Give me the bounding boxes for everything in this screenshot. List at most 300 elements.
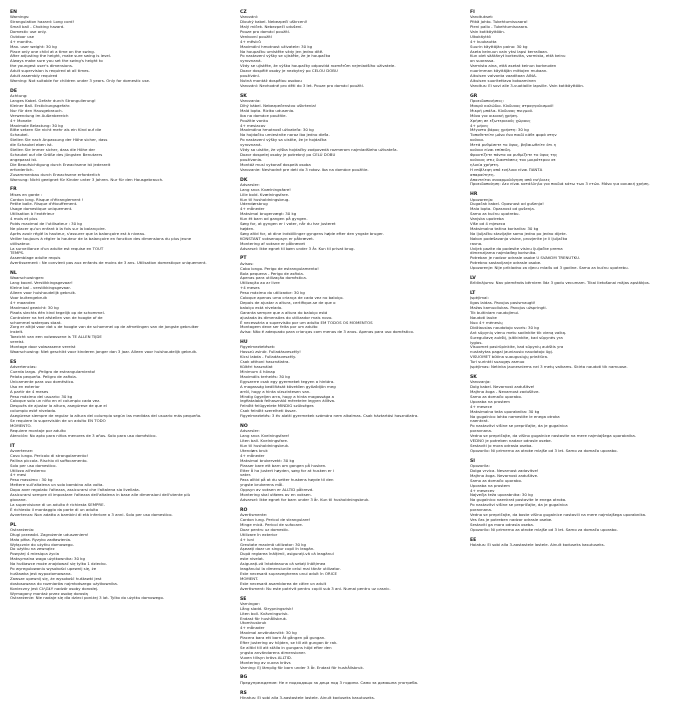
warning-line: Hoiatus: Ei sobi alla 3-aastastele lastele. Ainult koduseks kasutuseks. (470, 541, 605, 547)
language-code: NL (10, 271, 17, 277)
language-code: RS (240, 690, 247, 696)
language-section (240, 597, 460, 671)
warning-line: Maximal användarvikt: 30 kg (240, 630, 297, 636)
warning-line: Montering av vuxna krävs (240, 659, 291, 665)
warning-line: Nakon podešavanja visine, provjerite je li ljuljačka (470, 235, 568, 241)
language-code: RO (240, 507, 248, 513)
warning-line: Adult supervision is required at all times. (10, 68, 90, 74)
warning-line: højden. (240, 225, 255, 231)
warning-line: Se requiere la supervisión de un adulto EN TODO (10, 418, 106, 424)
warning-line: Adult assembly required (10, 73, 58, 79)
warning-line: Nutná montáž dospělou osobou (240, 77, 302, 83)
language-section (240, 424, 460, 503)
warning-line: Visuomet pasirūpinkite, kad sūpynių aukštis yra (470, 344, 564, 350)
warning-line: Greutate maximă utilizator: 30 kg (240, 541, 306, 547)
warning-line: Mažas kamuoliukas. Pavojus užspringti. (470, 305, 547, 311)
language-section (240, 691, 460, 701)
warning-line: VISUOMET būtina suaugusiųjų priežiūra. (470, 354, 549, 360)
warning-line: 4+ mesecev (470, 487, 495, 493)
warning-line: Varovanja: (470, 379, 491, 385)
warning-line: Advarsler: (240, 181, 260, 187)
warning-line: Warnung: Nicht geeignet für Kinder unter 3 Jahren. Nur für den Hausgebrauch. (10, 176, 164, 182)
warning-line: Varování: Nevhodné pro děti do 3 let. Pouze pro domácí použití. (240, 82, 365, 88)
warning-line: Μακρύ καλώδιο. Κίνδυνος στραγγαλισμού! (470, 102, 554, 108)
warning-line: Avvertenza: Non adatto a bambini di età inferiore a 3 anni. Solo per uso domestico. (10, 511, 173, 517)
warning-line: Lang koord. Verstikkingsgevaar! (10, 280, 73, 286)
warning-line: Assemblage adulte requis (10, 255, 61, 261)
warning-line: κούνια. (470, 137, 485, 143)
warning-line: Verwendung im Außenbereich (10, 112, 69, 118)
language-code: SE (240, 596, 247, 602)
warning-line: Sørg altid for, at dine indstillinger gyngens højde efter den yngste bruger. (240, 230, 384, 236)
warning-line: Pitkä johto. Tukehtumisvaara! (470, 19, 528, 25)
language-section (240, 340, 460, 419)
language-code: PT (240, 256, 247, 262)
language-section (470, 459, 690, 533)
warning-line: Na ljuljačku stavljajte samo jedno po jedno dijete. (470, 230, 567, 236)
warning-line: Schaukel. (10, 132, 29, 138)
warning-line: Samo za domačo uporabo. (470, 477, 523, 483)
warning-line: Naudoti lauke (470, 315, 497, 321)
language-section (470, 276, 690, 286)
warning-line: MOMENT. (240, 575, 259, 581)
warning-line: Maximálna hmotnosť užívateľa: 30 kg (240, 127, 314, 133)
language-code: SK (470, 375, 477, 381)
language-section (240, 178, 460, 252)
warning-line: κούνια είναι επίπεδη. (470, 147, 512, 153)
warning-line: Place only one child at a time on the swing. (10, 48, 95, 54)
warning-line: Lille bold. Kvælningsfare. (240, 191, 290, 197)
warning-line: Kültéri használat (240, 364, 273, 370)
warning-line: nustatytas pagal jauniausio naudotojo ūgį. (470, 349, 553, 355)
warning-line: Malý míček. Nebezpečí udušení. (240, 24, 303, 30)
warning-line: Efter justering av höjden, se till att gungan är rak. (240, 640, 338, 646)
warning-line: poravnana. (470, 428, 493, 434)
warning-line: Varoitus: Ei sovi alle 3-vuotiaille lapsille. Vain kotikäyttöön. (470, 82, 585, 88)
warning-line: Figyelmeztetések: (240, 344, 276, 350)
warning-line: Χρήση σε εξωτερικούς χώρους (470, 117, 531, 123)
warning-line: Dolg kabel. Nevarnost zadušitve! (470, 384, 535, 390)
warning-line: Cuerda larga. ¡Peligro de estrangulamiento! (10, 369, 96, 375)
warning-line: Brīdinājums: Nav piemērots bērniem līdz 3 gadu vecumam. Tikai lietošanai mājas apstākļos. (470, 280, 650, 286)
warning-line: Ilgas laidas. Pavojus pasismaugti! (470, 300, 536, 306)
warning-line: baloiço está nivelado. (240, 304, 283, 310)
warning-line: Samo za domačo uporabo. (470, 393, 523, 399)
warning-line: 4+ måneder (240, 206, 265, 212)
warning-line: Cabo longo. Perigo de estrangulamento! (240, 265, 319, 271)
warning-line: Dopo aver regolato l'altezza, assicurarsi che l'altalena sia livellata. (10, 487, 140, 493)
warning-line: Mindig ügyeljen arra, hogy a hinta magassága a (240, 393, 334, 399)
warning-line: používania. (240, 156, 263, 162)
warning-line: Avertissement : Ne convient pas aux enfants de moins de 3 ans. Utilisation domestique uniquement. (10, 260, 207, 266)
warning-line: Majhna žoga. Nevarnost zadušitve. (470, 472, 539, 478)
warning-line: Kleine bal - verstikkingsgevaar. (10, 285, 71, 291)
warning-line: Pelota pequeña. Peligro de asfixia. (10, 373, 78, 379)
warning-line: Vedno se prepričajte, da višino gugalnice nastavite na mere najmlajšega uporabnika. (470, 433, 636, 439)
warning-line: Peso massimo : 30 kg (10, 477, 53, 483)
warning-line: Hosszú zsinór. Fulladásveszély! (240, 349, 301, 355)
language-code: DE (10, 88, 17, 94)
warning-line: Felnőtt felügyelete MINDIG szükséges (240, 403, 314, 409)
warning-line: Liten ball. Kvelningsfare. (240, 438, 289, 444)
warning-line: È richiesto il montaggio da parte di un adulto (10, 506, 99, 512)
warning-line: Advarsel: Ikke egnet for barn under 3 år. Kun til husholdningsbruk. (240, 496, 370, 502)
warning-line: Cordon lung. Pericol de strangulare! (240, 516, 311, 522)
warning-line: erforderlich. (10, 166, 34, 172)
warning-line: Bitte setzen Sie nicht mehr als ein Kind auf die (10, 127, 102, 133)
warning-line: Alleen voor huishoudelijk gebruik. (10, 290, 77, 296)
warning-line: 4+ måneder (240, 452, 265, 458)
warning-line: Lang snor. Kvælningsfare! (240, 186, 291, 192)
warning-line: Maximális terhelés: 30 kg (240, 373, 290, 379)
warning-line: Aseta keinuun vain yksi lapsi kerrallaan. (470, 48, 549, 54)
warning-line: Maksimal brugervægt: 30 kg (240, 211, 297, 217)
language-code: LV (470, 276, 476, 282)
warning-line: Po nastavení výšky sa uistite, že je hojdačka (240, 137, 327, 143)
warning-line: Ne placer qu'un enfant à la fois sur la balançoire. (10, 225, 106, 231)
warning-line: Placera bara ett barn åt gången på gungan. (240, 635, 326, 641)
warning-line: Asigurați-vă întotdeauna că setați înălțimea (240, 561, 326, 567)
column (10, 10, 230, 692)
warning-line: +4 meses (240, 285, 260, 291)
warning-line: La supervisione di un adulto è richiesta SEMPRE. (10, 501, 105, 507)
warning-line: Liten boll. Kvävningsrisk. (240, 610, 289, 616)
language-code: IT (10, 443, 15, 449)
warning-line: poravnana. (470, 507, 493, 513)
warning-line: 4+ Monate (10, 117, 32, 123)
warning-line: Varningar: (240, 600, 260, 606)
warning-line: Lång sladd. Strypningsrisk! (240, 605, 294, 611)
warning-line: Depois de ajustar a altura, certifique-se de que o (240, 299, 336, 305)
language-code: FR (10, 187, 17, 193)
language-code: CZ (240, 10, 247, 15)
warning-line: Advarsel: Ikke egnet til børn under 3 år. Kun til privat brug. (240, 245, 355, 251)
warning-line: Langes Kabel. Gefahr durch Strangulierung! (10, 98, 96, 103)
warning-line: Μέγιστο βάρος χρήστη: 30 kg (470, 127, 529, 133)
warning-line: Csak otthoni használatra. (240, 359, 290, 365)
warning-line: Kleiner Ball. Erstickungsgefahr. (10, 102, 71, 108)
warning-line: Majhna žoga - Nevarnost zadušitve. (470, 389, 540, 395)
warning-line: Kicsi labda - Fulladásveszély. (240, 354, 296, 360)
warning-line: Utilizzo all'esterno (10, 467, 46, 473)
warning-line: Długi przewód. Zagrożenie uduszeniem! (10, 531, 89, 537)
warning-line: Controleer na het afstellen van de hoogte of de (10, 314, 103, 320)
warning-line: Nur für den Hausgebrauch. (10, 107, 63, 113)
warning-line: huśtawka jest wypoziomowana. (10, 570, 72, 576)
warning-line: Aviso: Não é adequado para crianças com menos de 3 anos. Apenas para uso doméstico. (240, 329, 415, 335)
warning-line: Avvertenze: (10, 447, 34, 453)
language-section (10, 523, 230, 602)
warning-line: Maksymalna waga użytkownika: 30 kg (10, 556, 85, 562)
warning-line: Tik buitiniam naudojimui. (470, 310, 520, 316)
warning-line: Schaukel auf die Größe des jüngsten Benutzers (10, 151, 103, 157)
warning-line: Avertismente: (240, 512, 268, 518)
warning-line: 4+ mesi (10, 472, 27, 478)
warning-line: Mises en garde : (10, 191, 43, 197)
warning-line: Assicurarsi sempre di impostare l'altezza dell'altalena in base alle dimensioni dell'utente più (10, 492, 191, 498)
language-section (10, 10, 230, 84)
language-section (10, 271, 230, 355)
warning-line: Cavo lungo. Pericolo di strangolamento! (10, 452, 89, 458)
warning-line: απαραίτητη. (470, 171, 495, 177)
warning-line: Dugačak kabel. Opasnost od gušenja! (470, 201, 544, 207)
warning-line: columpio esté nivelado. (10, 408, 57, 414)
warning-line: Die Beaufsichtigung durch Erwachsene ist jederzeit (10, 161, 111, 167)
warning-line: dostosowana do rozmiarów najmłodszego użytkownika. (10, 580, 119, 586)
warning-line: Предупреждение: Не е подходящо за деца под 3 години. Само за домашна употреба. (240, 679, 419, 685)
warning-line: Kun til husholdningsbrug. (240, 196, 290, 202)
language-section (240, 675, 460, 685)
warning-line: É necessária a supervisão por um adulto EM TODOS OS MOMENTOS (240, 319, 373, 325)
warning-line: Potreban je nadzor odrasle osobe U SVAKOM TRENUTKU. (470, 255, 581, 261)
warning-line: Ves čas je potreben nadzor odrasle osebe. (470, 516, 553, 522)
warning-line: Waarschuwing: Niet geschikt voor kinderen jonger dan 3 jaar. Alleen voor huishoudelijk gebruik. (10, 349, 198, 354)
warning-line: Usage domestique uniquement. (10, 206, 73, 212)
warning-line: Įspėjimas: Netinka jaunesniems nei 3 metų vaikams. Skirta naudoti tik namuose. (470, 364, 628, 370)
warning-line: Vždy sa uistite, že výška hojdačky zodpovedá rozmerom najmladšieho užívateľa. (240, 147, 398, 153)
warning-line: Μόνο για οικιακή χρήση. (470, 112, 519, 118)
warning-line: Plaats slechts één kind tegelijk op de schommel. (10, 309, 105, 315)
warning-line: Avisos: (240, 260, 254, 266)
warning-line: the youngest user's dimensions. (10, 63, 74, 69)
warning-line: Pieni pallo - Tukehtumisvaara. (470, 24, 529, 30)
language-code: BG (240, 675, 248, 681)
warning-line: Doar pentru uz domestic. (240, 526, 290, 532)
warning-line: Este necesară asamblarea de către un adult (240, 580, 327, 586)
warning-line: 4+ mesece (470, 403, 493, 409)
language-section (10, 187, 230, 266)
warning-line: Veiller toujours à régler la hauteur de la balançoire en fonction des dimensions du plus jeune (10, 235, 192, 241)
warning-line: Sureguliavę aukštį, įsitikinkite, kad sūpynės yra (470, 334, 563, 340)
warning-line: Ant sūpynių vienu metu sodinkite tik vieną vaiką. (470, 329, 567, 335)
warning-line: Maksimal brukervekt: 30 kg (240, 457, 295, 463)
warning-line: Aikuisen suoritettava kokoaminen (470, 77, 536, 83)
warning-line: Dozor dospelej osoby je potrebný po CELÚ DOBU (240, 151, 336, 157)
warning-line: Varoitukset: (470, 14, 494, 20)
warning-line: Este necesară supravegherea unui adult în ORICE (240, 570, 337, 576)
warning-line: Egyszerre csak egy gyermeket tegyen a hintára. (240, 378, 335, 384)
warning-line: Po wyregulowaniu wysokości upewnij się, że (10, 566, 97, 572)
warning-line: Iba na domáce použitie. (240, 112, 287, 118)
warning-line: Maximální hmotnost uživatele: 30 kg (240, 43, 313, 49)
warning-line: Voor buitengebruik (10, 295, 48, 301)
language-code: HR (470, 192, 478, 198)
warning-line: După reglarea înălțimii, asigurați-vă că leagănul (240, 551, 334, 557)
warning-line: Pouze pro domácí použití. (240, 28, 291, 34)
warning-line: Μικρή μπάλα- Κίνδυνος πνιγμού. (470, 107, 534, 113)
warning-line: Na houpačku umístěte vždy jen jedno dítě. (240, 48, 324, 54)
warning-line: ravna. (470, 240, 483, 246)
warning-line: Vždy se ujistěte, že výška houpačky odpovídá rozměrům nejmladšího uživatele. (240, 63, 396, 69)
warning-line: 4+ months. (10, 38, 33, 44)
warning-line: Endast för hushållsbruk. (240, 615, 288, 621)
warning-line: Dolga vrvica. Nevarnost zadavitve! (470, 467, 539, 473)
language-code: DK (240, 177, 248, 183)
warning-line: Vain kotikäyttöön. (470, 28, 506, 34)
warning-line: Warning: Not suitable for children under 3 years. Only for domestic use. (10, 77, 151, 83)
language-code: HU (240, 340, 248, 346)
warning-line: 4+ μήνες (470, 122, 489, 128)
warning-line: Na gugalnico lahko namestite le enega otroka (470, 413, 560, 419)
language-section (470, 538, 690, 548)
warning-line: Dozor dospělé osoby je nezbytný po CELOU DOBU (240, 68, 338, 74)
language-section (240, 10, 460, 89)
warning-line: Aikuisen valvonta vaaditaan AINA. (470, 73, 537, 79)
warning-line: Minimum 4 hónap (240, 369, 276, 375)
language-section (10, 444, 230, 518)
warning-line: After adjusting the height, make sure swing is level. (10, 53, 112, 59)
warning-line: Varmista aina, että asetat keinun korkeuden (470, 63, 557, 69)
warning-line: Plasser bare ett barn om gangen på husken. (240, 462, 327, 468)
warning-line: Stellen Sie nach Anpassung der Höhe sicher, dass (10, 137, 108, 143)
warning-line: Uso en exterior (10, 383, 40, 389)
warning-line: instelt. (10, 329, 24, 335)
language-section (10, 89, 230, 183)
warning-line: Malá lopta. Riziko udusenia. (240, 107, 295, 113)
warning-line: yngsta användarens dimensioner. (240, 649, 306, 655)
warning-line: TEMPS. (10, 250, 25, 256)
language-code: EE (470, 537, 477, 543)
warning-line: Outdoor use (10, 33, 35, 39)
warning-line: Poids maximal de l'utilisateur : 30 kg (10, 221, 83, 227)
warning-line: yngste brukerens mål. (240, 482, 284, 488)
warning-line: Max. user weight: 30 kg (10, 43, 57, 49)
warning-line: lygios. (470, 339, 483, 345)
warning-line: Više od 4 mjeseca (470, 221, 506, 227)
warning-line: Η επίβλεψη από ενήλικα είναι ΠΑΝΤΑ (470, 166, 543, 172)
warning-line: Varovanie: Nevhodné pre deti do 3 rokov. Iba na domáce použitie. (240, 166, 369, 172)
warning-line: Na huśtawce może znajdować się tylko 1 dziecko. (10, 561, 107, 567)
warning-line: Ostrzeżenia: (10, 526, 35, 532)
language-code: FI (470, 10, 475, 15)
warning-line: Așezați doar un singur copil în leagăn. (240, 546, 315, 552)
warning-line: Po nastavitvi višine se prepričajte, da je gugalnica (470, 423, 568, 429)
warning-line: Zusammenbau durch Erwachsene erforderlich (10, 171, 101, 177)
warning-line: vyrovnaná. (240, 142, 262, 148)
warning-line: arról, hogy a hinta vízszintesen van. (240, 388, 311, 394)
language-section (470, 192, 690, 271)
warning-line: κούνιας στις διαστάσεις του μικρότερου σε (470, 156, 556, 162)
warning-line: Mala lopta. Opasnost od gušenja. (470, 206, 535, 212)
warning-line: Stellen Sie immer sicher, dass die Höhe der (10, 147, 96, 153)
language-code: GR (470, 93, 478, 99)
language-section (470, 375, 690, 454)
warning-line: Opozorilo: Ni primerno za otroke mlajše od 3 let. Samo za domačo uporabo. (470, 526, 618, 532)
warning-line: Coloque solo un niño en el columpio cada vez. (10, 398, 101, 404)
warning-line: A magasság beállítását követően győződjön meg (240, 383, 336, 389)
warning-line: vereist. (10, 339, 25, 345)
column (470, 10, 690, 692)
warning-line: Suurin käyttäjän paino: 30 kg (470, 43, 528, 49)
warning-line: Maksimalna teža uporabnika: 30 kg (470, 408, 540, 414)
warning-line: Únicamente para uso doméstico. (10, 378, 75, 384)
warning-line: Vanjska upotreba (470, 216, 504, 222)
language-code: SI (470, 458, 476, 464)
warning-line: este nivelat. (240, 556, 265, 562)
warning-line: Utomhusbruk (240, 620, 267, 626)
warning-line: Ulkokäyttö (470, 33, 491, 39)
warning-line: Sestaviti ga mora odrasla oseba. (470, 521, 534, 527)
warning-line: Sestaviti jo mora odrasla oseba. (470, 443, 533, 448)
warning-line: Utilisation à l'extérieur (10, 211, 55, 217)
warning-line: Sørg for, at gyngen er i vater, når du har justeret (240, 221, 336, 227)
warning-line: 4+ mesiacov (240, 122, 266, 128)
warning-line: Etter å ha justert høyden, sørg for at husken er i (240, 467, 335, 473)
warning-line: Μετά ρυθμίσετε το ύψος, βεβαιωθείτε ότι η (470, 142, 557, 148)
warning-line: Τοποθετείτε μόνο ένα παιδί κάθε φορά στην (470, 132, 557, 138)
warning-line: Achtung: (10, 93, 28, 99)
warning-line: Utilização ao ar livre (240, 280, 280, 286)
warning-line: Figyelmeztetés: 3 év alatti gyermekek számára nem alkalmas. Csak háztartási használatra. (240, 413, 419, 419)
warning-line: Bola pequena - Perigo de asfixia. (240, 270, 305, 276)
language-code: EN (10, 10, 17, 15)
warning-line: Wyłącznie do użytku domowego. (10, 541, 74, 547)
warning-line: Después de ajustar la altura, asegúrese de que el (10, 403, 107, 409)
warning-line: Strangulation hazard: Long cord! (10, 19, 75, 25)
warning-line: Maximaal gewicht: 30 kg (10, 304, 59, 310)
warning-line: Do użytku na zewnątrz (10, 546, 55, 552)
warning-line: Nuo 4+ mėnesių (470, 319, 503, 325)
warning-line: Konieczny jest CIĄGŁY nadzór osoby dorosłej. (10, 585, 99, 591)
warning-line: schommel waterpas staat. (10, 319, 62, 325)
warning-line: Uporaba na prostem (470, 482, 510, 488)
warning-line: 4+ maanden (10, 299, 36, 305)
warning-line: Montage door volwassene vereist (10, 344, 76, 350)
warning-line: Vedno se prepričajte, da boste višino gugalnice nastavili na mere najmlajšega uporabnika. (470, 512, 647, 518)
warning-line: Coloque apenas uma criança de cada vez no baloiço. (240, 295, 344, 301)
warning-line: Petite balle. Risque d'étouffement. (10, 201, 78, 207)
warning-line: Opozorilo: Ni primerno za otroke mlajše od 3 let. Samo za domačo uporabo. (470, 447, 618, 453)
language-section (470, 94, 690, 188)
warning-line: Utendørs bruk (240, 447, 268, 453)
warning-line: Pass alltid på at du setter huskens høyde til den (240, 477, 334, 483)
warning-line: Advarsler: (240, 428, 260, 434)
warning-line: 4+ kuukautta (470, 38, 497, 44)
warning-line: Uporaba na prostem (470, 398, 510, 404)
warning-line: Turi surinkti suaugęs asmuo (470, 359, 525, 365)
warning-line: vyrovnaná. (240, 58, 262, 64)
warning-line: giovane. (10, 496, 27, 502)
warning-line: utilisateur. (10, 240, 31, 246)
warning-line: Cordon long. Risque d'étranglement ! (10, 196, 84, 202)
warning-line: naenkrat. (470, 418, 489, 424)
warning-line: Warnings: (10, 14, 30, 20)
warning-line: Použitie vonku (240, 117, 269, 123)
warning-line: Solo per uso domestico. (10, 462, 57, 468)
warning-line: Venkovní použití (240, 33, 272, 39)
language-section (240, 94, 460, 173)
warning-line: Προειδοποίηση: Δεν είναι κατάλληλο για παιδιά κάτω των 3 ετών. Μόνο για οικιακή χρήση. (470, 181, 650, 187)
warning-line: Small ball - Choking hazard. (10, 24, 65, 30)
warning-line: Varning: Ej lämplig för barn under 3 år. Endast för hushållsbruk. (240, 664, 364, 670)
warning-line: Atención: No apto para niños menores de 3 años. Solo para uso doméstico. (10, 432, 157, 438)
warning-line: Kun ét barn ad gangen på gyngen. (240, 216, 308, 222)
language-section (240, 508, 460, 592)
warning-line: Kun olet säätänyt korkeutta, varmista, että keinu (470, 53, 566, 59)
warning-line: Peso máximo del usuario: 30 kg (10, 393, 73, 399)
warning-line: leagănului la dimensiunile celui mai tânăr utilizator. (240, 566, 341, 572)
warning-line: Pallina piccola. Rischio di soffocamento. (10, 457, 88, 463)
warning-line: VEDNO je potreben nadzor odrasle osebe. (470, 438, 552, 444)
warning-line: on suorassa. (470, 58, 495, 64)
warning-line: Garanta sempre que a altura do baloiço está (240, 309, 328, 315)
warning-line: Potrebno sastavljanje odrasle osobe. (470, 260, 542, 266)
warning-line: Na gugalnico naenkrat postavite le enega otroka. (470, 497, 567, 503)
warning-line: Apenas para utilização doméstica. (240, 275, 307, 281)
warning-line: Maksimalna težina korisnika: 30 kg (470, 225, 539, 231)
language-code: NO (240, 424, 248, 430)
warning-line: die Schaukel eben ist. (10, 142, 53, 148)
